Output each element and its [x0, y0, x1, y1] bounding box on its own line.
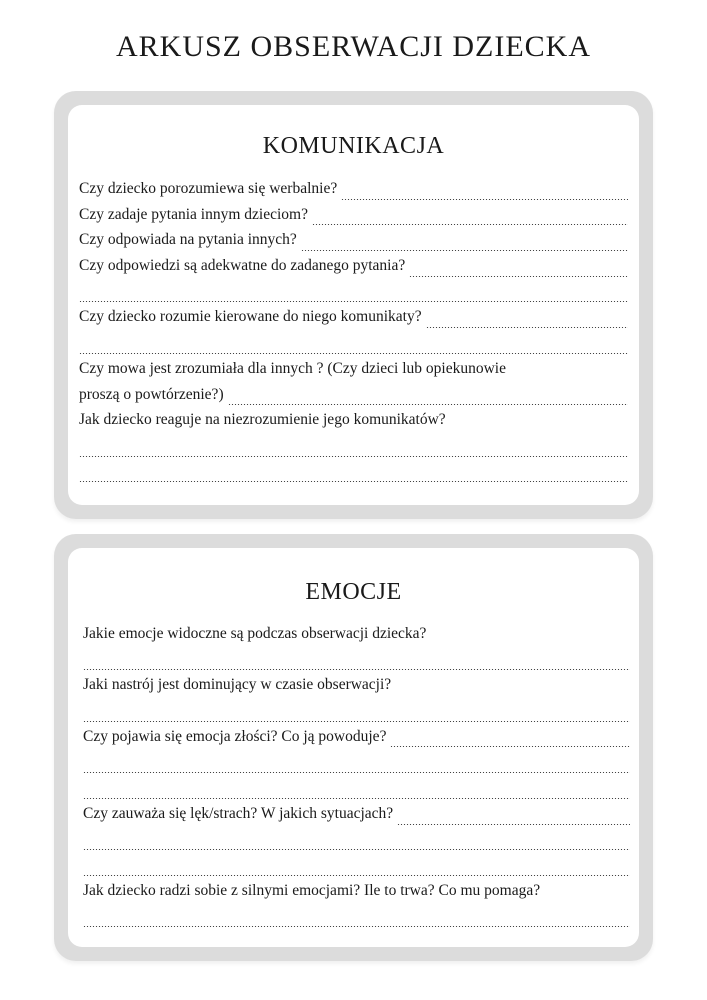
answer-dotted-line	[228, 404, 628, 405]
question-text: Czy mowa jest zrozumiała dla innych ? (Czy dzieci lub opiekunowie	[79, 359, 506, 377]
answer-line[interactable]	[79, 463, 628, 489]
answer-dotted-line	[79, 301, 628, 302]
section-card-inner	[68, 105, 639, 505]
answer-line[interactable]	[83, 779, 630, 805]
section-title: EMOCJE	[305, 579, 402, 605]
question-text: Czy pojawia się emocja złości? Co ją powoduje?	[83, 727, 387, 745]
question-text: Jaki nastrój jest dominujący w czasie obserwacji?	[83, 676, 392, 694]
answer-dotted-line	[83, 772, 630, 773]
answer-dotted-line	[83, 669, 630, 670]
answer-dotted-line	[409, 276, 628, 277]
question-text: Czy dziecko porozumiewa się werbalnie?	[79, 180, 338, 197]
section-title: KOMUNIKACJA	[262, 133, 445, 159]
question-line[interactable]	[79, 257, 628, 283]
answer-line[interactable]	[83, 933, 630, 947]
question-text: Czy zauważa się lęk/strach? W jakich sytuacjach?	[83, 804, 394, 822]
answer-line[interactable]	[79, 437, 628, 463]
answer-dotted-line	[83, 798, 630, 799]
answer-dotted-line	[426, 327, 628, 328]
answer-dotted-line	[83, 875, 630, 876]
question-line	[83, 625, 630, 651]
answer-dotted-line	[83, 849, 630, 850]
answer-dotted-line	[79, 456, 628, 457]
answer-dotted-line	[79, 481, 628, 482]
question-text: Czy zadaje pytania innym dzieciom?	[79, 205, 308, 223]
answer-line[interactable]	[83, 753, 630, 779]
question-line[interactable]	[79, 386, 628, 412]
section-card-komunikacja	[54, 91, 653, 519]
answer-line[interactable]	[83, 831, 630, 857]
question-line[interactable]	[79, 308, 628, 334]
answer-dotted-line	[312, 224, 628, 225]
answer-dotted-line	[341, 199, 628, 200]
answer-dotted-line	[397, 824, 630, 825]
question-line[interactable]	[83, 805, 630, 831]
answer-dotted-line	[83, 926, 630, 927]
question-text: Czy dziecko rozumie kierowane do niego komunikaty?	[79, 308, 422, 326]
answer-line[interactable]	[79, 334, 628, 360]
question-text: Czy odpowiada na pytania innych?	[79, 231, 297, 249]
question-text: Jak dziecko reaguje na niezrozumienie jego komunikatów?	[79, 411, 446, 429]
answer-line[interactable]	[79, 283, 628, 309]
question-text: proszą o powtórzenie?)	[79, 385, 224, 403]
section-card-emocje	[54, 534, 653, 961]
question-line[interactable]	[79, 231, 628, 257]
answer-line[interactable]	[83, 908, 630, 934]
question-line	[79, 360, 628, 386]
question-line[interactable]	[79, 206, 628, 232]
question-text: Jak dziecko radzi sobie z silnymi emocjami? Ile to trwa? Co mu pomaga?	[83, 881, 541, 899]
answer-dotted-line	[83, 721, 630, 722]
question-line[interactable]	[79, 180, 628, 206]
question-list	[83, 625, 630, 947]
question-line	[83, 676, 630, 702]
answer-dotted-line	[301, 250, 628, 251]
answer-dotted-line	[79, 353, 628, 354]
question-list	[79, 180, 628, 488]
answer-dotted-line	[390, 746, 630, 747]
question-line	[79, 411, 628, 437]
question-line[interactable]	[83, 728, 630, 754]
answer-line[interactable]	[83, 856, 630, 882]
section-card-inner	[68, 548, 639, 947]
page-title: ARKUSZ OBSERWACJI DZIECKA	[115, 30, 592, 63]
question-line	[83, 882, 630, 908]
question-text: Jakie emocje widoczne są podczas obserwacji dziecka?	[83, 625, 427, 642]
answer-line[interactable]	[83, 702, 630, 728]
answer-line[interactable]	[83, 651, 630, 677]
question-text: Czy odpowiedzi są adekwatne do zadanego pytania?	[79, 257, 406, 275]
